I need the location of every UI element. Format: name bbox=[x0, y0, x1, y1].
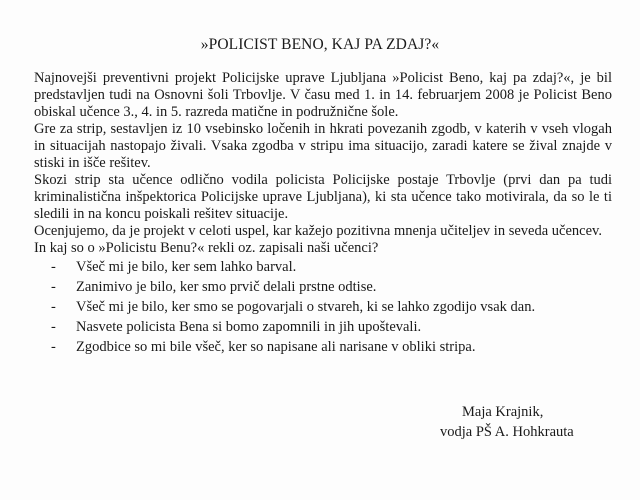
document-title: »POLICIST BENO, KAJ PA ZDAJ?« bbox=[200, 36, 440, 53]
signature-block bbox=[440, 402, 574, 442]
list-item-text: Zanimivo je bilo, ker smo prvič delali prstne odtise. bbox=[76, 279, 377, 295]
list-item bbox=[34, 317, 612, 337]
list-item bbox=[34, 257, 612, 277]
student-quotes-list bbox=[34, 257, 612, 357]
bullet-marker: - bbox=[51, 279, 56, 295]
bullet-marker: - bbox=[51, 339, 56, 355]
list-item-text: Zgodbice so mi bile všeč, ker so napisane ali narisane v obliki stripa. bbox=[76, 339, 476, 355]
bullet-marker: - bbox=[51, 259, 56, 275]
list-item-text: Všeč mi je bilo, ker sem lahko barval. bbox=[76, 259, 297, 275]
bullet-marker: - bbox=[51, 299, 56, 315]
paragraph-intro: Najnovejši preventivni projekt Policijske uprave Ljubljana »Policist Beno, kaj pa zdaj?«, je bil predstavljen tudi na Osnovni šoli Trbovlje. V času med 1. in 14. februarjem 2008 je Policist Beno obiskal učence 3., 4. in 5. razreda matične in podružnične šole. bbox=[34, 70, 612, 120]
list-item-text: Všeč mi je bilo, ker smo se pogovarjali o stvareh, ki se lahko zgodijo vsak dan. bbox=[76, 299, 536, 315]
paragraph-police-guidance: Skozi strip sta učence odlično vodila policista Policijske postaje Trbovlje (prvi dan pa tudi kriminalistična inšpektorica Policijske uprave Ljubljana), ki sta učence tako motivirala, da so le ti sledili in na koncu poiskali rešitev situacije. bbox=[34, 172, 612, 222]
paragraph-comic-description: Gre za strip, sestavljen iz 10 vsebinsko ločenih in hkrati povezanih zgodb, v katerih v vseh vlogah in situacijah nastopajo živali. Vsaka zgodba v stripu ima situacijo, zaradi katere se žival znajde v stiski in išče rešitev. bbox=[34, 121, 612, 171]
list-item-text: Nasvete policista Bena si bomo zapomnili in jih upoštevali. bbox=[76, 319, 422, 335]
list-item bbox=[34, 277, 612, 297]
paragraph-evaluation: Ocenjujemo, da je projekt v celoti uspel, kar kažejo pozitivna mnenja učiteljev in seveda učencev. bbox=[34, 223, 602, 239]
paragraph-student-question: In kaj so o »Policistu Benu?« rekli oz. zapisali naši učenci? bbox=[34, 240, 379, 256]
list-item bbox=[34, 337, 612, 357]
document-body bbox=[34, 70, 612, 357]
bullet-marker: - bbox=[51, 319, 56, 335]
signature-name: Maja Krajnik, bbox=[462, 404, 544, 420]
signature-role: vodja PŠ A. Hohkrauta bbox=[440, 424, 574, 440]
list-item bbox=[34, 297, 612, 317]
